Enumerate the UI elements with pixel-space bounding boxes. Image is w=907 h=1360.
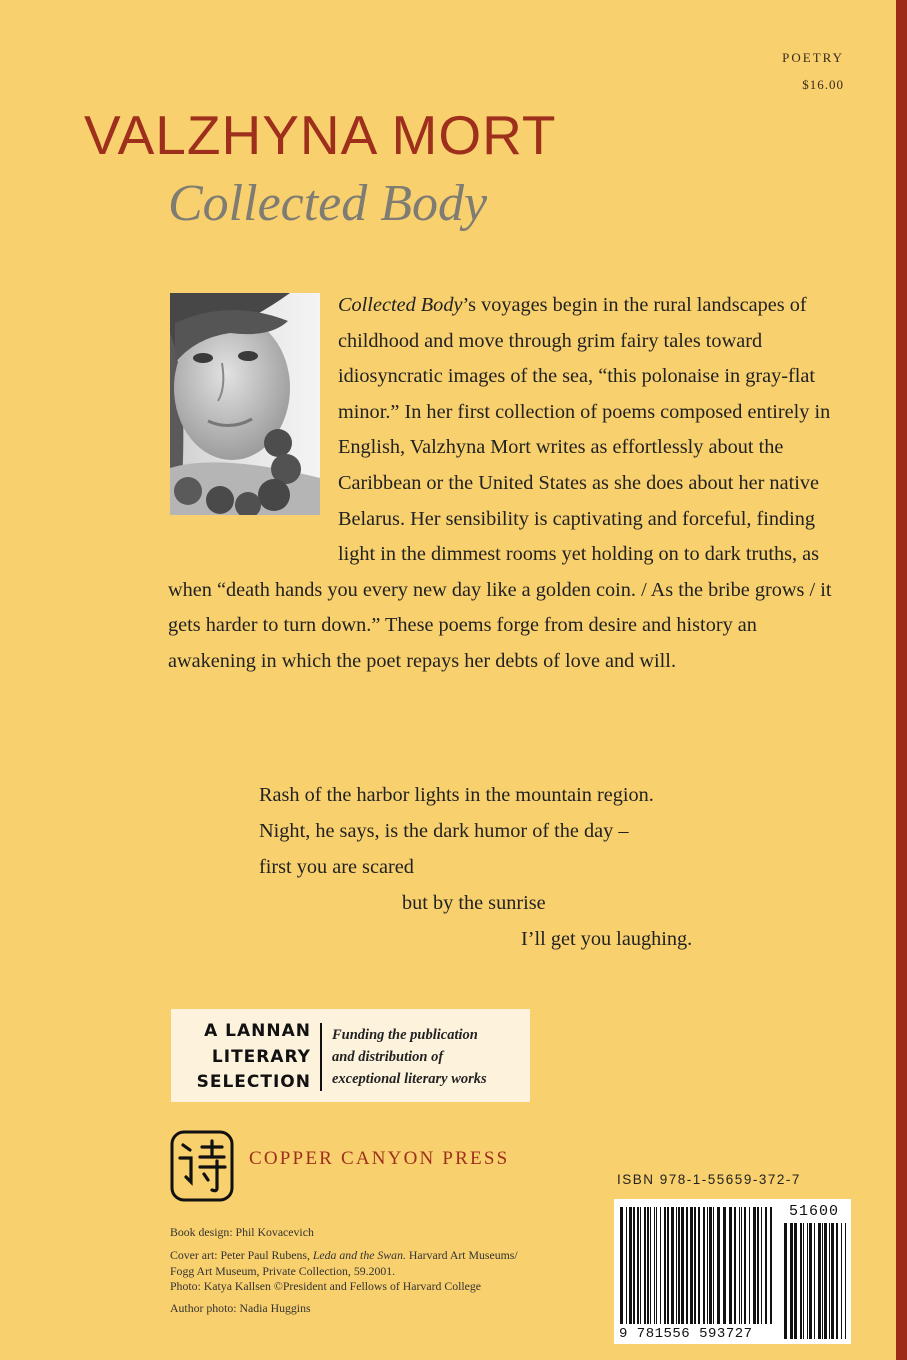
credit-author-photo: Author photo: Nadia Huggins bbox=[170, 1300, 311, 1315]
lannan-tagline bbox=[332, 1024, 528, 1090]
blurb bbox=[168, 288, 833, 680]
lannan-name-line: A LANNAN bbox=[204, 1021, 311, 1041]
credit-design: Book design: Phil Kovacevich bbox=[170, 1225, 314, 1239]
lannan-divider bbox=[320, 1023, 322, 1091]
price-label: $16.00 bbox=[802, 77, 844, 92]
poem-line: Rash of the harbor lights in the mountain region. bbox=[259, 784, 654, 806]
barcode-digits: 9 781556 593727 bbox=[619, 1326, 753, 1342]
lannan-name bbox=[173, 1019, 311, 1096]
poem-line: but by the sunrise bbox=[402, 892, 546, 914]
lannan-name-line: SELECTION bbox=[196, 1072, 311, 1092]
blurb-text: ’s voyages begin in the rural landscapes of childhood and move through grim fairy tales toward idiosyncratic images of the sea, “this polonaise in gray-flat minor.” In her first collection of poems composed entirely in English, Valzhyna Mort writes as effortlessly about the Caribbean or the United States as she does about her native Belarus. Her sensibility is captivating and forceful, finding light in the dimmest rooms yet holding on to dark truths, as when “death hands you every new day like a golden coin. / As the bribe grows / it gets harder to turn down.” These poems forge from desire and history an awakening in which the poet repays her debts of love and will. bbox=[168, 294, 832, 672]
poem-line: I’ll get you laughing. bbox=[521, 928, 693, 950]
publisher-name: COPPER CANYON PRESS bbox=[249, 1148, 510, 1169]
credit-cover-art: Cover art: Peter Paul Rubens, Leda and the Swan. Harvard Art Museums/ bbox=[170, 1248, 518, 1263]
isbn-barcode bbox=[614, 1199, 851, 1344]
credit-cover-art-line2: Fogg Art Museum, Private Collection, 59.2001. bbox=[170, 1263, 396, 1278]
lannan-tag-line: exceptional literary works bbox=[332, 1071, 487, 1087]
author-name: VALZHYNA MORT bbox=[84, 104, 557, 166]
lannan-name-line: LITERARY bbox=[211, 1046, 311, 1067]
poem-line: Night, he says, is the dark humor of the day – bbox=[259, 820, 629, 842]
poem-character-seal-icon bbox=[170, 1130, 234, 1202]
book-title: Collected Body bbox=[168, 175, 488, 232]
credit-cover-photo: Photo: Katya Kallsen ©President and Fellows of Harvard College bbox=[170, 1279, 482, 1294]
blurb-title-ref: Collected Body bbox=[338, 294, 463, 316]
credits bbox=[170, 1225, 610, 1316]
lannan-tag-line: Funding the publication bbox=[332, 1027, 478, 1043]
barcode-addon-digits: 51600 bbox=[788, 1203, 839, 1220]
poem-line: first you are scared bbox=[259, 856, 414, 878]
spine-edge bbox=[896, 0, 907, 1360]
poem-excerpt bbox=[259, 777, 819, 957]
isbn-label: ISBN 978-1-55659-372-7 bbox=[617, 1172, 801, 1187]
genre-label: POETRY bbox=[782, 50, 844, 65]
lannan-tag-line: and distribution of bbox=[332, 1049, 444, 1065]
lannan-selection-badge bbox=[171, 1009, 530, 1102]
